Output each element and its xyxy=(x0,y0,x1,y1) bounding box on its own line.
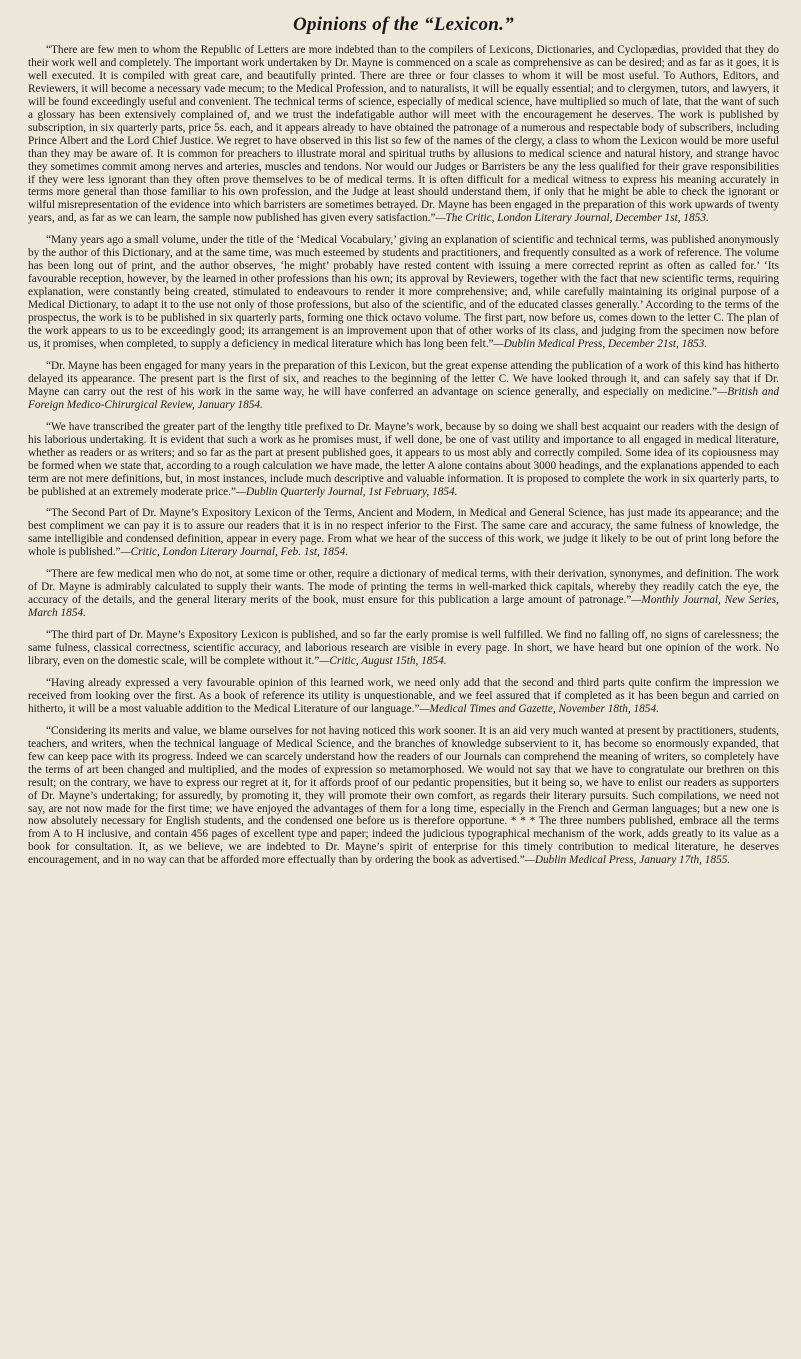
review-source: —Dublin Medical Press, January 17th, 1855. xyxy=(524,854,731,867)
heading-opinions: Opinions xyxy=(292,14,368,35)
review-critic-aug-1854 xyxy=(28,629,779,668)
review-monthly-journal-1854 xyxy=(28,568,779,620)
heading-lexicon: “Lexicon.” xyxy=(423,14,515,35)
review-dublin-quarterly-1854 xyxy=(28,421,779,499)
review-text: “The Second Part of Dr. Mayne’s Expository Lexicon of the Terms, Ancient and Modern, in Medical and General Science, has just made its appearance; and the best compliment we can pay it is to assure our readers that it is in no respect inferior to the First. The same care and accuracy, the same fulness of knowledge, the same intelligible and condensed definition, appear in every page. From what we hear of the success of this work, we judge it likely to be out of print long before the whole is published.” xyxy=(28,507,779,559)
review-source: —Dublin Quarterly Journal, 1st February, 1854. xyxy=(235,485,458,498)
review-text: “There are few men to whom the Republic of Letters are more indebted than to the compilers of Lexicons, Dictionaries, and Cyclopædias, provided that they do their work well and completely. The important work undertaken by Dr. Mayne is commenced on a scale as comprehensive as can be desired; and as far as it goes, it is well executed. It is compiled with great care, and beautifully printed. There are three or four classes to whom it will be most useful. To Authors, Editors, and Reviewers, it will become a necessary vade mecum; to the Medical Profession, and to naturalists, it will be equally essential; and to clergymen, tutors, and lawyers, it will be found exceedingly useful and convenient. The technical terms of science, especially of medical science, have multiplied so much of late, that the want of such a glossary has been extensively complained of, and we trust the indefatigable author will meet with the encouragement he deserves. The work is published by subscription, in six quarterly parts, price 5s. each, and it appears already to have obtained the patronage of a numerous and respectable body of subscribers, including Prince Albert and the Lord Chief Justice. We regret to have observed in this list so few of the names of the clergy, a class to whom the Lexicon would be more useful than they may be aware of. It is common for preachers to illustrate moral and spiritual truths by allusions to medical science and natural history, and strange havoc they sometimes commit among nerves and arteries, muscles and tendons. Nor would our Judges or Barristers be any the less qualified for their grave responsibilities if they were less ignorant than they often prove themselves to be of medical terms. It is often difficult for a medical witness to express his meaning accurately in terms more general than those familiar to his own profession, and the Judge at least should understand them, if only that he might be able to check the ignorant or wilful misrepresentation of the evidence into which barristers are sometimes betrayed. Dr. Mayne has been engaged in the preparation of this work upwards of twenty years, and, as far as we can learn, the sample now published has given every satisfaction.” xyxy=(28,44,779,225)
review-british-foreign-1854 xyxy=(28,360,779,412)
page-heading xyxy=(28,12,779,38)
review-text: “We have transcribed the greater part of the lengthy title prefixed to Dr. Mayne’s work, because by so doing we shall best acquaint our readers with the design of his laborious undertaking. It is evident that such a work as he promises must, if well done, be one of vast utility and importance to all engaged in medical literature, whether as readers or as writers; and so far as the part at present published goes, it appears to us most ably and correctly compiled. Some idea of its copiousness may be formed when we state that, according to a rough calculation we have made, the letter A alone contains about 3000 headings, and the explanations appended to each term are not mere definitions, but, in most instances, include much descriptive and valuable information. It is proposed to complete the work in six quarterly parts, to be published at an extremely moderate price.” xyxy=(28,420,779,498)
review-source: —The Critic, London Literary Journal, December 1st, 1853. xyxy=(435,212,709,225)
review-critic-dec-1853 xyxy=(28,44,779,225)
review-text: “Dr. Mayne has been engaged for many years in the preparation of this Lexicon, but the great expense attending the publication of a work of this kind has hitherto delayed its appearance. The present part is the first of six, and reaches to the beginning of the letter C. We have looked through it, and can safely say that if Dr. Mayne can carry out the rest of his work in the same way, he will have conferred an advantage on science generally, and especially on medicine.” xyxy=(28,359,779,398)
review-source: —Dublin Medical Press, December 21st, 1853. xyxy=(493,337,708,350)
review-dublin-medical-press-1855 xyxy=(28,725,779,867)
review-source: —Monthly Journal, New Series, March 1854. xyxy=(28,594,779,620)
review-source: —Medical Times and Gazette, November 18th, 1854. xyxy=(419,702,659,715)
review-critic-feb-1854 xyxy=(28,507,779,559)
review-text: “The third part of Dr. Mayne’s Expository Lexicon is published, and so far the early promise is well fulfilled. We find no falling off, no signs of carelessness; the same fulness, classical correctness, scientific accuracy, and laborious research are visible in every page. In short, we have heard but one opinion of the work. No library, even on the domestic scale, will be complete without it.” xyxy=(28,629,779,667)
review-text: “Many years ago a small volume, under the title of the ‘Medical Vocabulary,’ giving an explanation of scientific and technical terms, was published anonymously by the author of this Dictionary, and at the same time, was much esteemed by students and practitioners, and frequently consulted as a work of reference. The volume has been long out of print, and the author observes, ‘he might’ probably have rested content with issuing a mere corrected reprint as often as called for.’ ‘Its favourable reception, however, by the learned in other professions than his own; its approval by Reviewers, together with the fact that new scientific terms, requiring explanation, were constantly being created, stimulated to endeavours to render it more comprehensive; and, while carefully maintaining its original purpose of a Medical Dictionary, to adapt it to the use not only of those professions, but also of the scientific, and of the educated classes generally.’ According to the terms of the prospectus, the work is to be published in six quarterly parts, forming one thick octavo volume. The first part, now before us, comes down to the letter C. The plan of the work appears to us to be exceedingly good; its arrangement is an improvement upon that of other works of its class, and judging from the specimen now before us, it promises, when completed, to supply a deficiency in medical literature which has long been felt.” xyxy=(28,234,779,350)
review-source: —Critic, London Literary Journal, Feb. 1st, 1854. xyxy=(120,546,349,559)
review-text: “Having already expressed a very favourable opinion of this learned work, we need only add that the second and third parts quite confirm the impression we received from looking over the first. As a book of reference its utility is unquestionable, and we feel assured that if completed as it has been begun and carried on hitherto, it will be a most valuable addition to the Medical Literature of our language.” xyxy=(28,676,779,715)
review-source: —Critic, August 15th, 1854. xyxy=(319,654,447,667)
review-text: “Considering its merits and value, we blame ourselves for not having noticed this work sooner. It is an aid very much wanted at present by practitioners, students, teachers, and writers, when the technical language of Medical Science, and the branches of knowledge subservient to it, has become so enormously expanded, that few can keep pace with its progress. Indeed we can scarcely understand how the readers of our Journals can comprehend the meaning of writers, so completely have the terms of art been changed and multiplied, and the modes of expression so metamorphosed. We would not say that we have to congratulate our brethren on this result; on the contrary, we have to express our regret at it, for it affords proof of our pedantic propensities, but it being so, we have to enlist our readers as supporters of Dr. Mayne’s undertaking; for assuredly, by promoting it, they will promote their own comfort, as regards their literary pursuits. Such compilations, we need not say, are not now made for the first time; we have enjoyed the advantages of them for a long time, especially in the French and German languages; but a new one is now absolutely necessary for English students, and the condensed one before us is therefore opportune. * * * The three numbers published, embrace all the terms from A to H inclusive, and contain 456 pages of excellent type and paper; indeed the judicious typographical mechanism of the work, adds greatly to its value as a book for consultation. It, as we believe, we are indebted to Dr. Mayne’s spirit of enterprise for this timely contribution to medical literature, he deserves encouragement, and in no way can that be afforded more effectually than by ordering the book as advertised.” xyxy=(28,724,779,867)
heading-of-the: of the xyxy=(367,14,424,35)
review-medical-times-1854 xyxy=(28,677,779,716)
review-text: “There are few medical men who do not, at some time or other, require a dictionary of medical terms, with their derivation, synonymes, and definition. The work of Dr. Mayne is admirably calculated to supply their wants. The mode of printing the terms in well-marked thick capitals, whereby they readily catch the eye, the accuracy of the details, and the general literary merits of the book, must ensure for this publication a large amount of patronage.” xyxy=(28,568,779,607)
review-source: —British and Foreign Medico-Chirurgical Review, January 1854. xyxy=(28,385,779,411)
review-dublin-medical-press-1853 xyxy=(28,234,779,351)
